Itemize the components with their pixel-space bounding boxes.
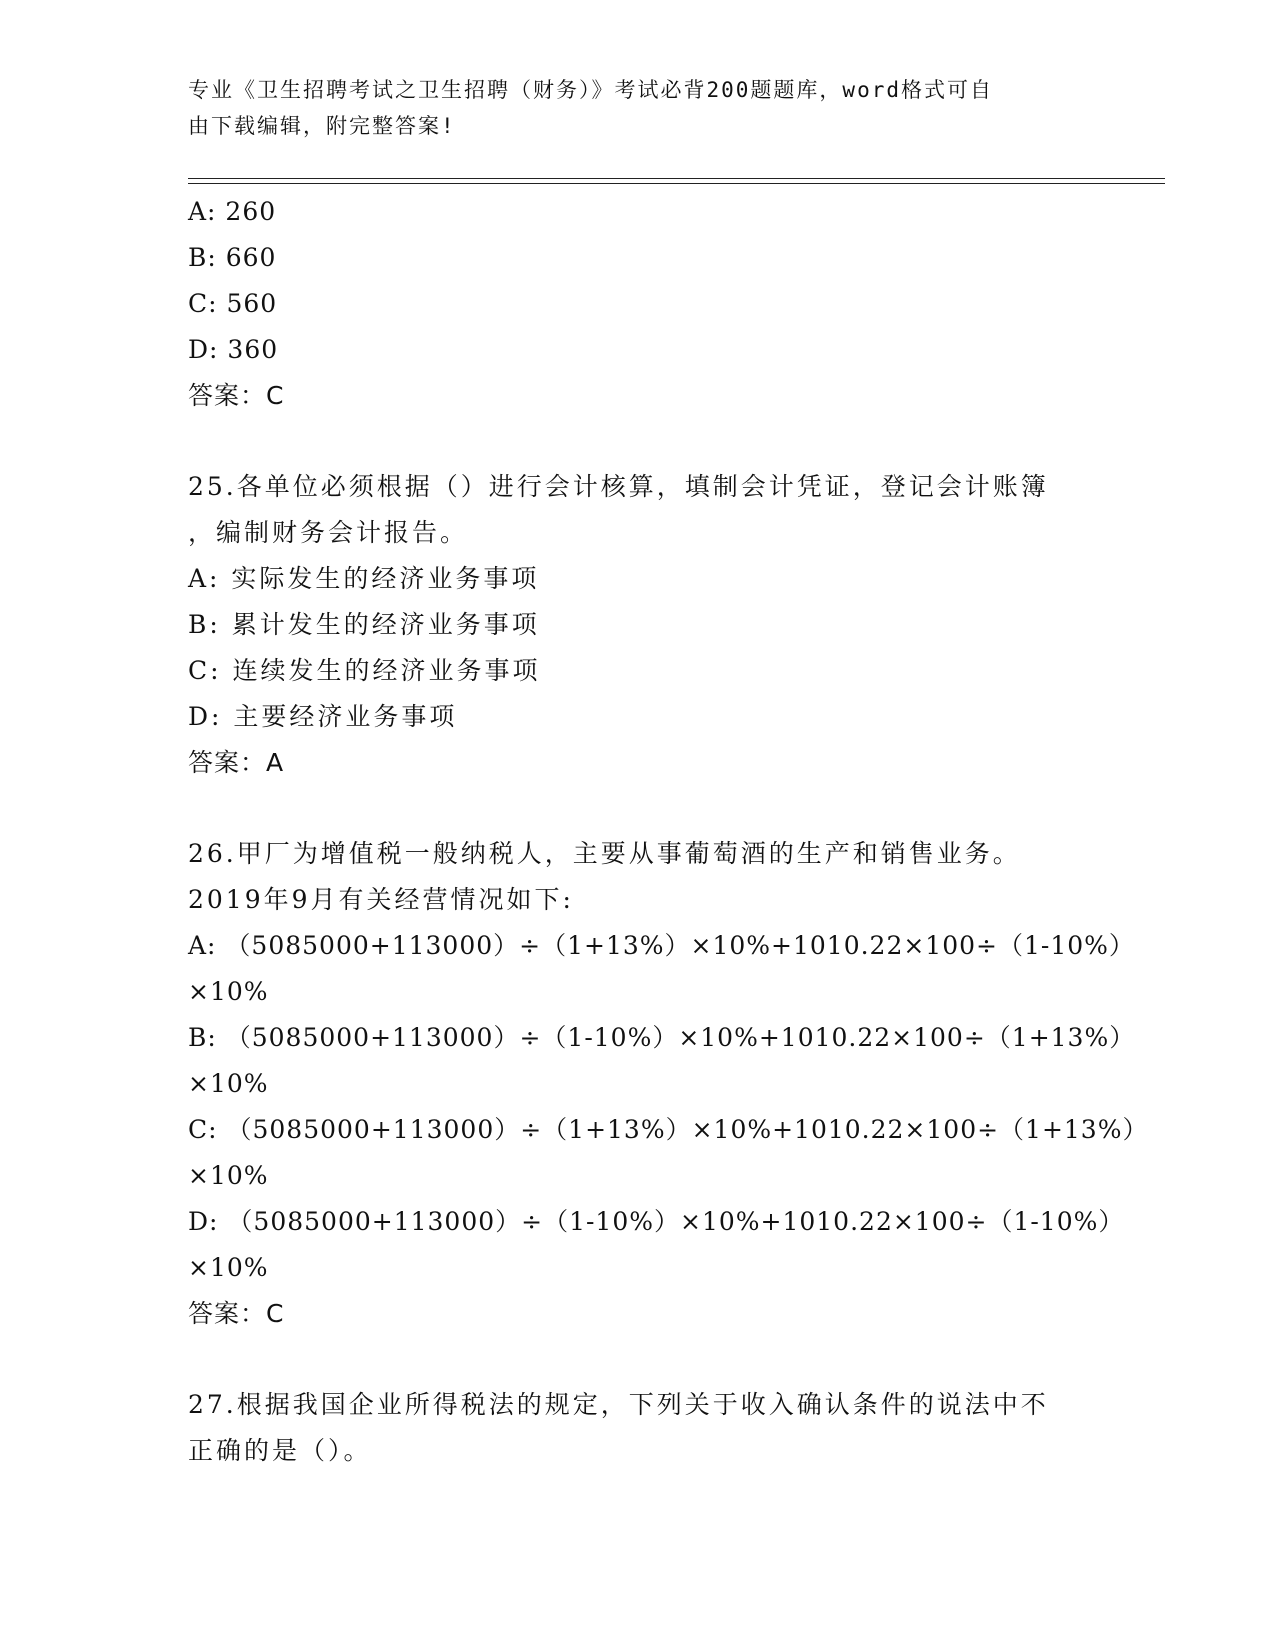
- question-stem-line-2: ，编制财务会计报告。: [188, 518, 469, 547]
- question-stem-line-2: 2019年9月有关经营情况如下:: [188, 885, 574, 914]
- question-24: [188, 189, 1088, 419]
- option-d: D: 360: [188, 335, 279, 364]
- question-25: [188, 464, 1088, 786]
- option-d-line-2: ×10%: [188, 1253, 269, 1282]
- header-line-1: 专业《卫生招聘考试之卫生招聘（财务）》考试必背200题题库，word格式可自: [188, 78, 993, 102]
- option-c: C: 560: [188, 289, 278, 318]
- option-d-line-1: D: （5085000+113000）÷（1-10%）×10%+1010.22×100÷（1-10%）: [188, 1207, 1125, 1236]
- option-a-line-1: A: （5085000+113000）÷（1+13%）×10%+1010.22×100÷（1-10%）: [188, 931, 1135, 960]
- answer: 答案：C: [188, 1299, 285, 1328]
- option-b-line-1: B: （5085000+113000）÷（1-10%）×10%+1010.22×100÷（1+13%）: [188, 1023, 1136, 1052]
- answer: 答案：C: [188, 381, 285, 410]
- header-rule-bottom: [188, 183, 1165, 184]
- option-c-line-1: C: （5085000+113000）÷（1+13%）×10%+1010.22×100÷（1+13%）: [188, 1115, 1149, 1144]
- option-a: A: 260: [188, 197, 277, 226]
- option-c: C: 连续发生的经济业务事项: [188, 656, 541, 685]
- document-header: [188, 72, 1068, 144]
- question-stem-line-2: 正确的是（）。: [188, 1436, 372, 1465]
- question-stem-line-1: 26.甲厂为增值税一般纳税人，主要从事葡萄酒的生产和销售业务。: [188, 839, 1021, 868]
- question-27: [188, 1382, 1088, 1474]
- option-a-line-2: ×10%: [188, 977, 269, 1006]
- answer: 答案：A: [188, 748, 285, 777]
- header-rule-top: [188, 178, 1165, 179]
- option-c-line-2: ×10%: [188, 1161, 269, 1190]
- option-b: B: 累计发生的经济业务事项: [188, 610, 540, 639]
- question-stem-line-1: 27.根据我国企业所得税法的规定，下列关于收入确认条件的说法中不: [188, 1390, 1049, 1419]
- question-stem-line-1: 25.各单位必须根据（）进行会计核算，填制会计凭证，登记会计账簿: [188, 472, 1049, 501]
- question-26: [188, 831, 1149, 1337]
- option-b-line-2: ×10%: [188, 1069, 269, 1098]
- option-b: B: 660: [188, 243, 277, 272]
- header-line-2: 由下载编辑，附完整答案!: [188, 114, 456, 138]
- document-body: [188, 189, 1149, 1474]
- option-d: D: 主要经济业务事项: [188, 702, 458, 731]
- option-a: A: 实际发生的经济业务事项: [188, 564, 540, 593]
